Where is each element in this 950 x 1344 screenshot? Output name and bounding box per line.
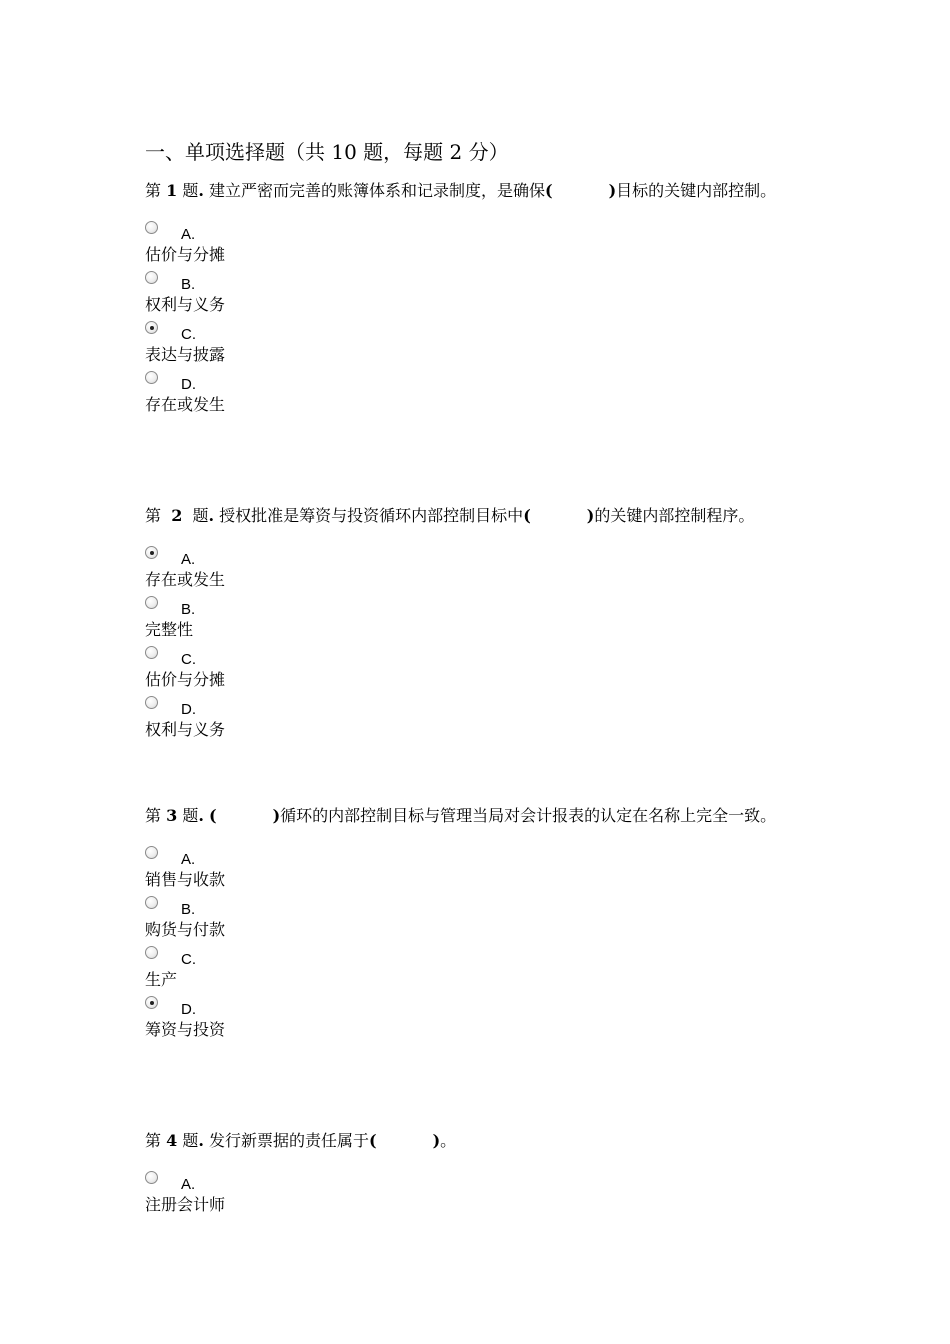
question-suffix: 题: [182, 506, 209, 525]
question-1: [145, 179, 825, 421]
option-letter: A.: [181, 1176, 196, 1193]
radio-button[interactable]: [145, 546, 158, 559]
paren-close: ): [432, 1131, 441, 1150]
paren-open: (: [369, 1131, 377, 1150]
question-stem: [145, 804, 795, 828]
radio-button[interactable]: [145, 696, 158, 709]
radio-button[interactable]: [145, 946, 158, 959]
radio-button[interactable]: [145, 596, 158, 609]
option-letter: C.: [181, 651, 196, 668]
paren-open: (: [523, 506, 531, 525]
option-a[interactable]: [145, 546, 825, 596]
option-b[interactable]: [145, 271, 825, 321]
question-text-before: 授权批准是筹资与投资循环内部控制目标中: [214, 506, 524, 525]
question-prefix: 第: [145, 806, 167, 825]
paren-open: (: [545, 181, 553, 200]
option-letter: A.: [181, 226, 196, 243]
option-text: 筹资与投资: [145, 1020, 226, 1039]
option-d[interactable]: [145, 696, 825, 746]
option-text: 权利与义务: [145, 720, 226, 739]
option-letter: C.: [181, 326, 196, 343]
question-text-before: 建立严密而完善的账簿体系和记录制度，是确保: [203, 181, 545, 200]
option-text: 表达与披露: [145, 345, 226, 364]
question-dot: .: [198, 806, 204, 825]
option-letter: C.: [181, 951, 196, 968]
option-d[interactable]: [145, 996, 825, 1046]
question-2: [145, 504, 825, 746]
option-c[interactable]: [145, 946, 825, 996]
paren-open: (: [209, 806, 217, 825]
question-dot: .: [198, 1131, 204, 1150]
question-text-after: 的关键内部控制程序。: [594, 506, 755, 525]
option-a[interactable]: [145, 1171, 825, 1221]
question-text-after: 目标的关键内部控制。: [616, 181, 777, 200]
paren-close: ): [272, 806, 281, 825]
radio-button[interactable]: [145, 896, 158, 909]
option-text: 权利与义务: [145, 295, 226, 314]
question-suffix: 题: [177, 806, 199, 825]
option-letter: A.: [181, 851, 196, 868]
option-text: 销售与收款: [145, 870, 226, 889]
radio-button[interactable]: [145, 221, 158, 234]
option-d[interactable]: [145, 371, 825, 421]
option-letter: D.: [181, 701, 196, 718]
radio-button[interactable]: [145, 1171, 158, 1184]
option-text: 存在或发生: [145, 395, 226, 414]
option-letter: B.: [181, 901, 196, 918]
option-a[interactable]: [145, 846, 825, 896]
radio-button[interactable]: [145, 271, 158, 284]
paren-close: ): [586, 506, 595, 525]
question-prefix: 第: [145, 506, 172, 525]
question-stem: [145, 504, 845, 528]
option-text: 注册会计师: [145, 1195, 226, 1214]
option-letter: B.: [181, 276, 196, 293]
question-text-after: 循环的内部控制目标与管理当局对会计报表的认定在名称上完全一致。: [280, 806, 777, 825]
question-text-before: 发行新票据的责任属于: [203, 1131, 369, 1150]
option-b[interactable]: [145, 596, 825, 646]
question-number: 2: [171, 506, 183, 525]
question-stem: [145, 1129, 795, 1153]
option-text: 生产: [145, 970, 178, 989]
radio-button[interactable]: [145, 646, 158, 659]
section-title: 一、单项选择题（共 10 题，每题 2 分）: [145, 140, 509, 164]
radio-button[interactable]: [145, 371, 158, 384]
option-text: 估价与分摊: [145, 670, 226, 689]
question-number: 1: [166, 181, 178, 200]
option-text: 存在或发生: [145, 570, 226, 589]
radio-button[interactable]: [145, 321, 158, 334]
option-letter: B.: [181, 601, 196, 618]
option-text: 完整性: [145, 620, 194, 639]
question-stem: [145, 179, 795, 203]
radio-button[interactable]: [145, 996, 158, 1009]
question-prefix: 第: [145, 1131, 167, 1150]
option-letter: D.: [181, 1001, 196, 1018]
question-text-after: 。: [440, 1131, 457, 1150]
option-c[interactable]: [145, 646, 825, 696]
question-prefix: 第: [145, 181, 167, 200]
option-a[interactable]: [145, 221, 825, 271]
question-4: [145, 1129, 825, 1221]
paren-close: ): [608, 181, 617, 200]
question-number: 3: [166, 806, 178, 825]
option-text: 估价与分摊: [145, 245, 226, 264]
question-dot: .: [208, 506, 215, 525]
question-suffix: 题: [177, 181, 199, 200]
question-suffix: 题: [177, 1131, 199, 1150]
option-letter: D.: [181, 376, 196, 393]
option-text: 购货与付款: [145, 920, 226, 939]
option-letter: A.: [181, 551, 196, 568]
radio-button[interactable]: [145, 846, 158, 859]
question-dot: .: [198, 181, 204, 200]
option-c[interactable]: [145, 321, 825, 371]
question-3: [145, 804, 825, 1046]
question-number: 4: [166, 1131, 178, 1150]
option-b[interactable]: [145, 896, 825, 946]
